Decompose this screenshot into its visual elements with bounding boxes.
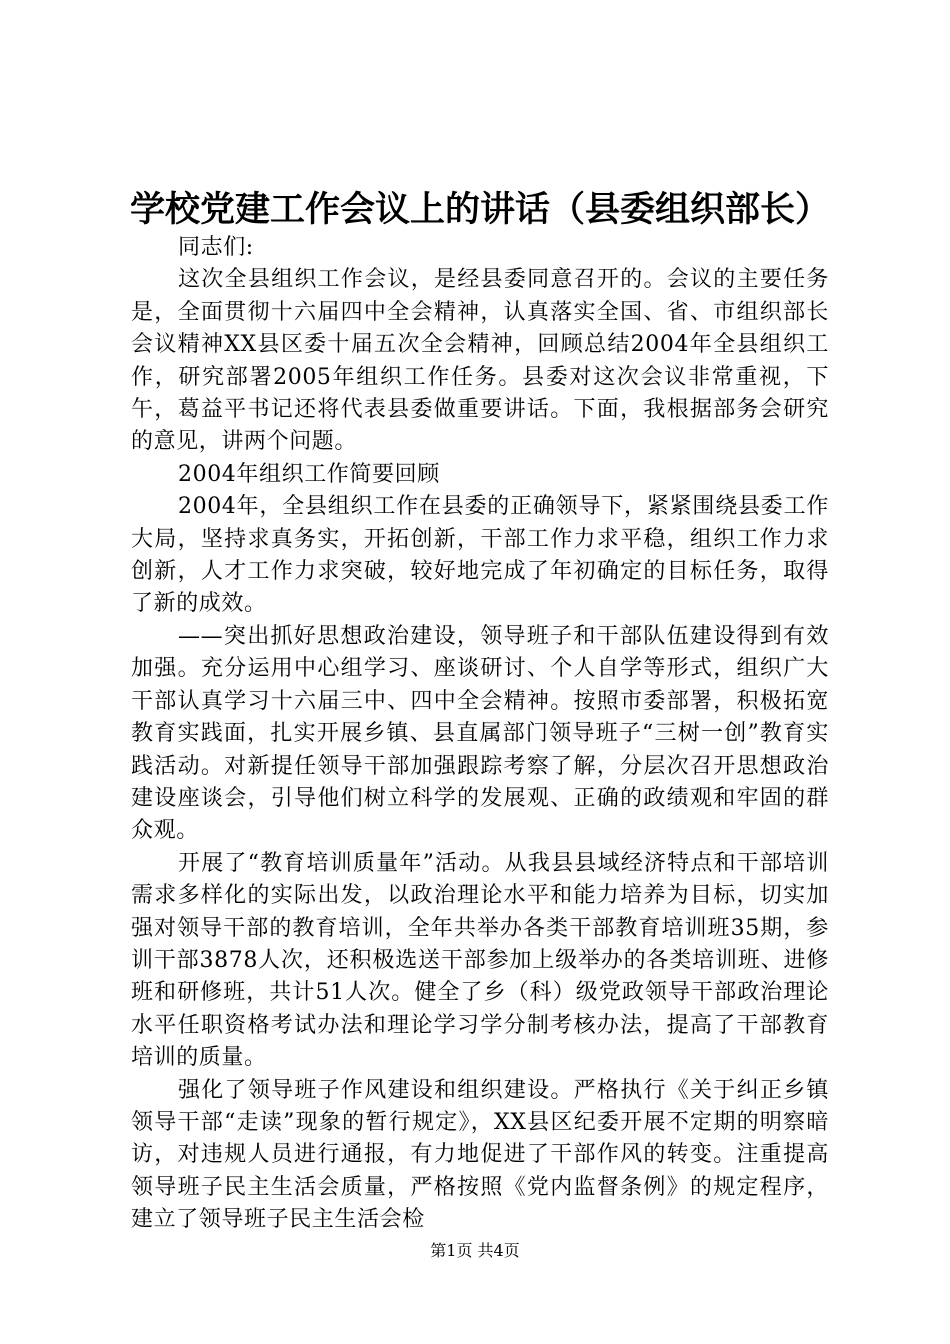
political-building-paragraph: ——突出抓好思想政治建设，领导班子和干部队伍建设得到有效加强。充分运用中心组学习、座谈研讨、个人自学等形式，组织广大干部认真学习十六届三中、四中全会精神。按照市委部署，积极拓宽教育实践面，扎实开展乡镇、县直属部门领导班子“三树一创”教育实践活动。对新提任领导干部加强跟踪考察了解，分层次召开思想政治建设座谈会，引导他们树立科学的发展观、正确的政绩观和牢固的群众观。	[131, 623, 829, 844]
summary-paragraph: 2004年，全县组织工作在县委的正确领导下，紧紧围绕县委工作大局，坚持求真务实，开拓创新，干部工作力求平稳，组织工作力求创新，人才工作力求突破，较好地完成了年初确定的目标任务，取得了新的成效。	[131, 494, 829, 617]
document-body	[131, 232, 829, 1237]
work-style-paragraph: 强化了领导班子作风建设和组织建设。严格执行《关于纠正乡镇领导干部“走读”现象的暂行规定》，XX县区纪委开展不定期的明察暗访，对违规人员进行通报，有力地促进了干部作风的转变。注重提高领导班子民主生活会质量，严格按照《党内监督条例》的规定程序，建立了领导班子民主生活会检	[131, 1077, 829, 1233]
page-footer: 第1页 共4页	[430, 1241, 520, 1260]
salutation-paragraph: 同志们:	[178, 235, 254, 260]
document-title: 学校党建工作会议上的讲话（县委组织部长）	[129, 189, 830, 230]
training-paragraph: 开展了“教育培训质量年”活动。从我县县域经济特点和干部培训需求多样化的实际出发，以政治理论水平和能力培养为目标，切实加强对领导干部的教育培训，全年共举办各类干部教育培训班35期，参训干部3878人次，还积极选送干部参加上级举办的各类培训班、进修班和研修班，共计51人次。健全了乡（科）级党政领导干部政治理论水平任职资格考试办法和理论学习学分制考核办法，提高了干部教育培训的质量。	[131, 850, 829, 1071]
intro-paragraph: 这次全县组织工作会议，是经县委同意召开的。会议的主要任务是，全面贯彻十六届四中全会精神，认真落实全国、省、市组织部长会议精神XX县区委十届五次全会精神，回顾总结2004年全县组织工作，研究部署2005年组织工作任务。县委对这次会议非常重视，下午，葛益平书记还将代表县委做重要讲话。下面，我根据部务会研究的意见，讲两个问题。	[131, 267, 829, 455]
section-heading: 2004年组织工作简要回顾	[178, 461, 440, 487]
